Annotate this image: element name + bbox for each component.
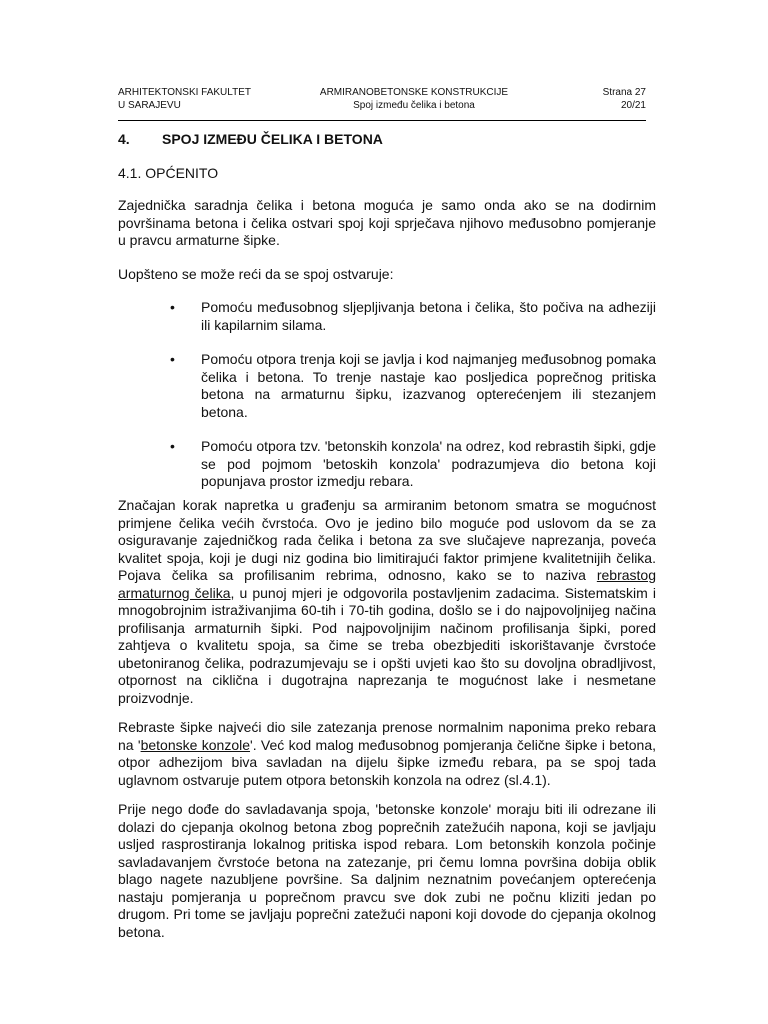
header-institution (118, 86, 251, 112)
header-center-line1: ARMIRANOBETONSKE KONSTRUKCIJE (319, 87, 509, 98)
paragraph-intro: Zajednička saradnja čelika i betona moguća je samo onda ako se na dodirnim površinama betona i čelika ostvari spoj koji sprječava njihovo međusobno pomjeranje u pravcu armaturne šipke. (118, 197, 656, 248)
paragraph-text: Rebraste šipke najveći dio sile zatezanja prenose normalnim naponima preko rebara na ' (118, 719, 656, 753)
bullet-list (118, 299, 656, 508)
underlined-term: rebrastog armaturnog čelika (118, 567, 656, 601)
bullet-icon: • (170, 299, 175, 315)
list-item (118, 351, 656, 421)
list-item (118, 438, 656, 491)
paragraph-text: '. Već kod malog međusobnog pomjeranja čelične šipke i betona, otpor adhezijom biva savladan na dijelu šipke između rebara, pa se spoj tada uglavnom ostvaruje putem otpora betonskih konzola na odrez (sl.4.1). (118, 736, 656, 788)
list-item-text: Pomoću međusobnog sljepljivanja betona i čelika, što počiva na adheziji ili kapilarnim silama. (201, 299, 656, 333)
section-heading (118, 131, 383, 147)
header-course (294, 86, 534, 112)
list-item-text: Pomoću otpora trenja koji se javlja i kod najmanjeg međusobnog pomaka čelika i betona. To trenje nastaje kao posljedica poprečnog pritiska betona na armaturnu šipku, izazvanog opterećenjem ili stezanjem betona. (201, 351, 656, 420)
paragraph-bond-failure: Prije nego dođe do savladavanja spoja, 'betonske konzole' moraju biti ili odrezane ili dolazi do cjepanja okolnog betona zbog poprečnih zatežućih napona, koji se javljaju usljed rasprostiranja lokalnog pritiska ispod rebara. Lom betonskih konzola počinje savladavanjem čvrstoće betona na zatezanje, pri čemu lomna površina dobija oblik blago nagete nazubljene površine. Sa daljnim neznatnim povećanjem opterećenja nastaju pomjeranja u poprečnom pravcu sve dok zubi ne počnu kliziti jedan po drugom. Pri tome se javljaju poprečni zatežući naponi koji dovode do cjepanja okolnog betona. (118, 801, 656, 940)
paragraph-lead-in: Uopšteno se može reći da se spoj ostvaruje: (118, 266, 394, 282)
bullet-icon: • (170, 438, 175, 454)
paragraph-text: , u punoj mjeri je odgovorila postavljenim zadacima. Sistematskim i mnogobrojnim istraživanjima 60-tih i 70-tih godina, došlo se i do najpovoljnijeg načina profilisanja armaturnih šipki. Pod najpovoljnijim načinom profilisanja šipki, pored zahtjeva o kvalitetu spoja, sa čime se treba obezbjediti iskorištavanje čvrstoće ubetoniranog čelika, podrazumjevaju se i opšti uvjeti kao što su dovoljna obradljivost, otpornost na ciklična i dugotrajna naprezanja te mogućnost lake i nesmetane proizvodnje. (118, 584, 656, 706)
header-page-number: Strana 27 (602, 87, 646, 98)
list-item (118, 299, 656, 334)
paragraph-text: Značajan korak napretka u građenju sa armiranim betonom smatra se mogućnost primjene čelika većih čvrstoća. Ovo je jedino bilo moguće pod uslovom da se za osiguravanje zajedničkog rada čelika i betona za sve slučajeve naprezanja, poveća kvalitet spoja, koji je dugi niz godina bio limitirajući faktor primjene kvalitetnijih čelika. Pojava čelika sa profilisanim rebrima, odnosno, kako se to naziva (118, 497, 656, 583)
header-left-line2: U SARAJEVU (118, 100, 181, 111)
paragraph-progress (118, 497, 656, 707)
list-item-text: Pomoću otpora tzv. 'betonskih konzola' na odrez, kod rebrastih šipki, gdje se pod pojmom 'betoskih konzola' podrazumjeva dio betona koji popunjava prostor izmedju rebara. (201, 438, 656, 489)
section-title-text: SPOJ IZMEĐU ČELIKA I BETONA (162, 131, 383, 147)
underlined-term: betonske konzole (140, 736, 251, 753)
header-divider (118, 120, 646, 121)
paragraph-ribbed-bars (118, 719, 656, 789)
bullet-icon: • (170, 351, 175, 367)
header-year: 20/21 (620, 100, 646, 111)
header-left-line1: ARHITEKTONSKI FAKULTET (118, 87, 251, 98)
section-number: 4. (118, 131, 130, 147)
header-page-info (603, 86, 646, 112)
header-center-line2: Spoj između čelika i betona (353, 100, 475, 111)
subsection-heading: 4.1. OPĆENITO (118, 165, 219, 181)
